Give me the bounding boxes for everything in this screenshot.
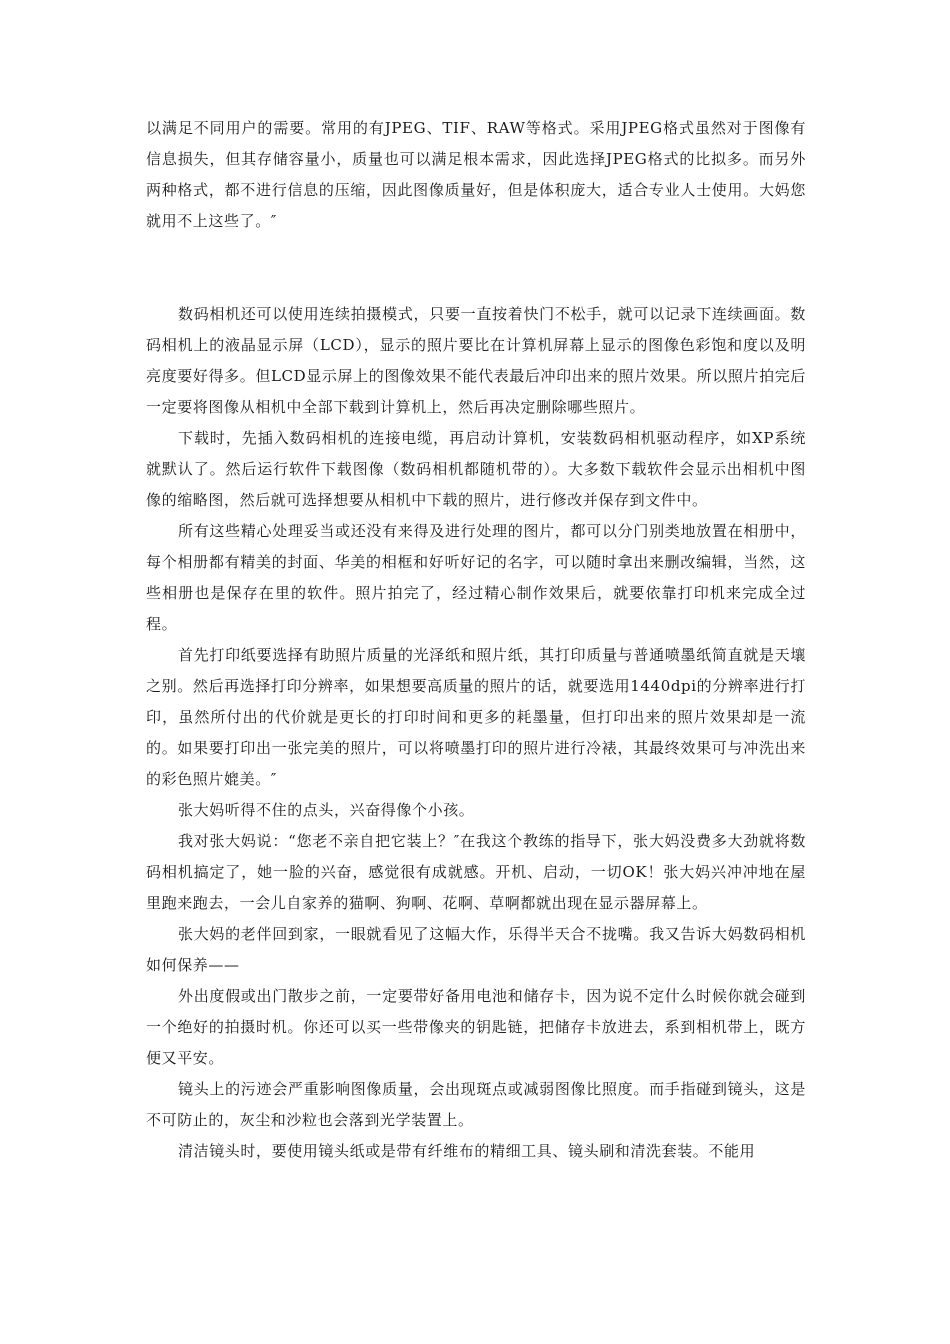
- paragraph-4: 所有这些精心处理妥当或还没有来得及进行处理的图片，都可以分门别类地放置在相册中，每个相册都有精美的封面、华美的相框和好听好记的名字，可以随时拿出来删改编辑，当然，这些相册也是保存在里的软件。照片拍完了，经过精心制作效果后，就要依靠打印机来完成全过程。: [146, 522, 806, 633]
- paragraph-gap: [146, 237, 806, 299]
- paragraph-11: 清洁镜头时，要使用镜头纸或是带有纤维布的精细工具、镜头刷和清洗套装。不能用: [178, 1142, 756, 1160]
- paragraph-3: 下载时，先插入数码相机的连接电缆，再启动计算机，安装数码相机驱动程序，如XP系统就默认了。然后运行软件下载图像（数码相机都随机带的）。大多数下载软件会显示出相机中图像的缩略图，然后就可选择想要从相机中下载的照片，进行修改并保存到文件中。: [146, 429, 806, 509]
- paragraph-7: 我对张大妈说：“您老不亲自把它装上？″在我这个教练的指导下，张大妈没费多大劲就将数码相机搞定了，她一脸的兴奋，感觉很有成就感。开机、启动，一切OK！张大妈兴冲冲地在屋里跑来跑去，一会儿自家养的猫啊、狗啊、花啊、草啊都就出现在显示器屏幕上。: [146, 832, 806, 912]
- paragraph-1: 以满足不同用户的需要。常用的有JPEG、TIF、RAW等格式。采用JPEG格式虽然对于图像有信息损失，但其存储容量小，质量也可以满足根本需求，因此选择JPEG格式的比拟多。而另外两种格式，都不进行信息的压缩，因此图像质量好，但是体积庞大，适合专业人士使用。大妈您就用不上这些了。″: [146, 119, 806, 230]
- paragraph-9: 外出度假或出门散步之前，一定要带好备用电池和储存卡，因为说不定什么时候你就会碰到一个绝好的拍摄时机。你还可以买一些带像夹的钥匙链，把储存卡放进去，系到相机带上，既方便又平安。: [146, 987, 806, 1067]
- paragraph-10: 镜头上的污迹会严重影响图像质量，会出现斑点或减弱图像比照度。而手指碰到镜头，这是不可防止的，灰尘和沙粒也会落到光学装置上。: [146, 1080, 806, 1129]
- paragraph-2: 数码相机还可以使用连续拍摄模式，只要一直按着快门不松手，就可以记录下连续画面。数码相机上的液晶显示屏（LCD），显示的照片要比在计算机屏幕上显示的图像色彩饱和度以及明亮度要好得多。但LCD显示屏上的图像效果不能代表最后冲印出来的照片效果。所以照片拍完后一定要将图像从相机中全部下载到计算机上，然后再决定删除哪些照片。: [146, 305, 806, 416]
- document-body: [146, 113, 806, 1167]
- paragraph-5: 首先打印纸要选择有助照片质量的光泽纸和照片纸，其打印质量与普通喷墨纸简直就是天壤之别。然后再选择打印分辨率，如果想要高质量的照片的话，就要选用1440dpi的分辨率进行打印，虽然所付出的代价就是更长的打印时间和更多的耗墨量，但打印出来的照片效果却是一流的。如果要打印出一张完美的照片，可以将喷墨打印的照片进行冷裱，其最终效果可与冲洗出来的彩色照片媲美。″: [146, 646, 806, 788]
- paragraph-6: 张大妈听得不住的点头，兴奋得像个小孩。: [178, 801, 475, 819]
- paragraph-8: 张大妈的老伴回到家，一眼就看见了这幅大作，乐得半天合不拢嘴。我又告诉大妈数码相机如何保养——: [146, 925, 806, 974]
